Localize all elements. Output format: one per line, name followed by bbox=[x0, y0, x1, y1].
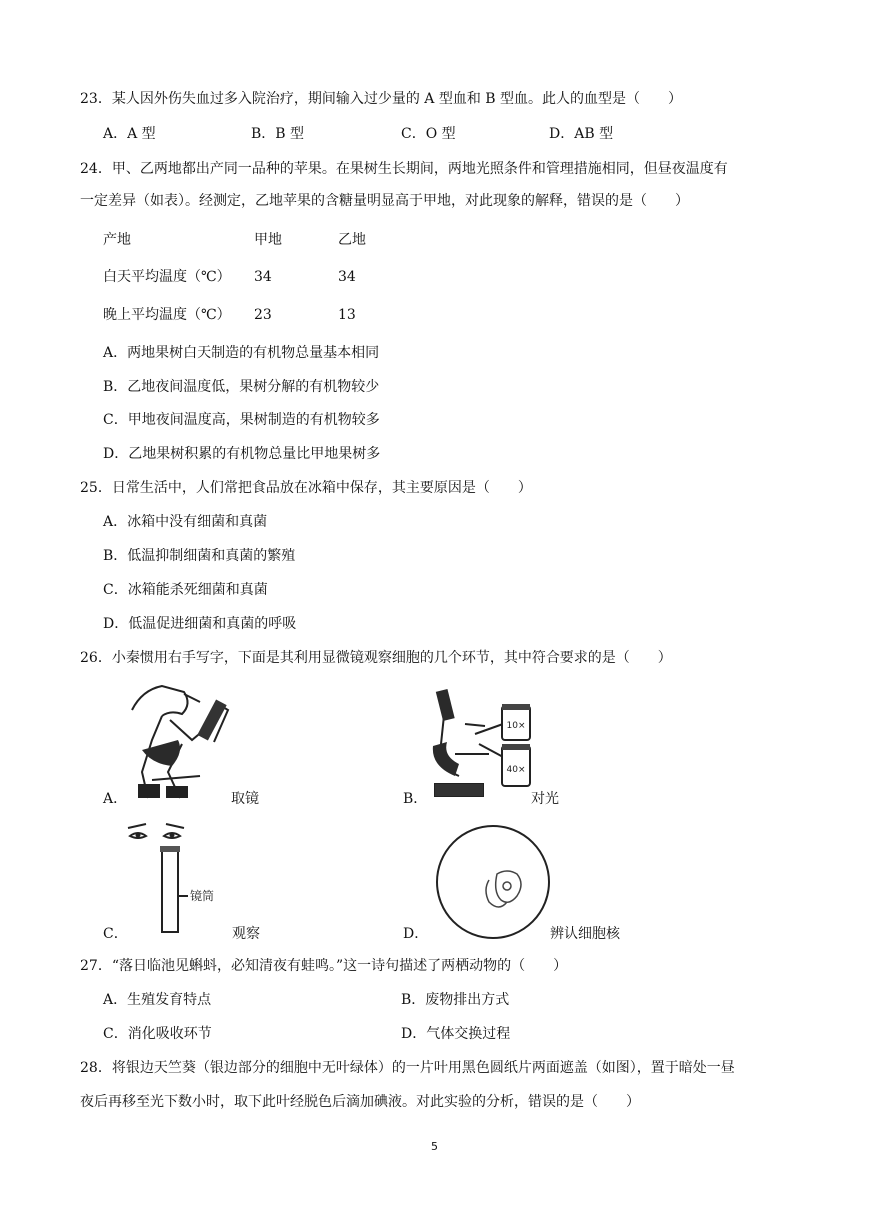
lens-40x-label: 40× bbox=[506, 765, 526, 775]
microscope-objectives-illustration bbox=[425, 684, 537, 804]
table-row-night-jia: 23 bbox=[254, 307, 272, 323]
q26-option-c-caption: 观察 bbox=[232, 926, 260, 942]
q24-option-a: A．两地果树白天制造的有机物总量基本相同 bbox=[103, 345, 380, 361]
q26-option-b-caption: 对光 bbox=[531, 791, 559, 807]
question-25-stem: 25．日常生活中，人们常把食品放在冰箱中保存，其主要原因是（ ） bbox=[80, 480, 532, 496]
table-header-yi: 乙地 bbox=[338, 232, 366, 248]
q26-option-c-letter: C． bbox=[103, 926, 128, 942]
q25-option-a: A．冰箱中没有细菌和真菌 bbox=[103, 514, 268, 530]
table-row-night-label: 晚上平均温度（℃） bbox=[103, 307, 231, 323]
q26-option-d-letter: D． bbox=[403, 926, 429, 942]
question-26-stem: 26．小秦惯用右手写字，下面是其利用显微镜观察细胞的几个环节，其中符合要求的是（ ） bbox=[80, 650, 672, 666]
q23-option-c: C．O 型 bbox=[401, 126, 456, 142]
question-28-stem-line2: 夜后再移至光下数小时，取下此叶经脱色后滴加碘液。对此实验的分析，错误的是（ ） bbox=[80, 1094, 640, 1110]
table-header-origin: 产地 bbox=[103, 232, 131, 248]
q26-option-a-letter: A． bbox=[103, 791, 128, 807]
q25-option-d: D．低温促进细菌和真菌的呼吸 bbox=[103, 616, 297, 632]
q23-option-a: A．A 型 bbox=[103, 126, 156, 142]
page-number: 5 bbox=[431, 1140, 438, 1153]
q27-option-c: C．消化吸收环节 bbox=[103, 1026, 212, 1042]
q23-option-d: D．AB 型 bbox=[549, 126, 614, 142]
table-row-night-yi: 13 bbox=[338, 307, 356, 323]
table-row-day-label: 白天平均温度（℃） bbox=[103, 269, 231, 285]
q24-option-c: C．甲地夜间温度高，果树制造的有机物较多 bbox=[103, 412, 380, 428]
microscope-carry-illustration bbox=[122, 680, 234, 805]
question-27-stem: 27．“落日临池见蝌蚪，必知清夜有蛙鸣。”这一诗句描述了两栖动物的（ ） bbox=[80, 958, 568, 974]
eyes-observing-tube-illustration bbox=[122, 818, 232, 940]
q26-option-d-caption: 辨认细胞核 bbox=[550, 926, 620, 942]
question-23-stem: 23．某人因外伤失血过多入院治疗，期间输入过少量的 A 型血和 B 型血。此人的血型是（ ） bbox=[80, 91, 683, 107]
q24-option-d: D．乙地果树积累的有机物总量比甲地果树多 bbox=[103, 446, 381, 462]
tube-label: 镜筒 bbox=[190, 889, 215, 903]
table-header-jia: 甲地 bbox=[254, 232, 282, 248]
field-of-view-illustration bbox=[433, 822, 553, 942]
table-row-day-yi: 34 bbox=[338, 269, 356, 285]
q25-option-b: B．低温抑制细菌和真菌的繁殖 bbox=[103, 548, 296, 564]
q26-option-a-caption: 取镜 bbox=[231, 791, 259, 807]
q27-option-b: B．废物排出方式 bbox=[401, 992, 510, 1008]
q26-option-b-letter: B． bbox=[403, 791, 428, 807]
table-row-day-jia: 34 bbox=[254, 269, 272, 285]
question-24-stem-line2: 一定差异（如表）。经测定，乙地苹果的含糖量明显高于甲地，对此现象的解释，错误的是（ ） bbox=[80, 193, 689, 209]
q23-option-b: B．B 型 bbox=[251, 126, 305, 142]
question-24-stem-line1: 24．甲、乙两地都出产同一品种的苹果。在果树生长期间，两地光照条件和管理措施相同，但昼夜温度有 bbox=[80, 161, 728, 177]
q27-option-d: D．气体交换过程 bbox=[401, 1026, 511, 1042]
lens-10x-label: 10× bbox=[506, 721, 526, 731]
q25-option-c: C．冰箱能杀死细菌和真菌 bbox=[103, 582, 268, 598]
question-28-stem-line1: 28．将银边天竺葵（银边部分的细胞中无叶绿体）的一片叶用黑色圆纸片两面遮盖（如图），置于暗处一昼 bbox=[80, 1060, 735, 1076]
q27-option-a: A．生殖发育特点 bbox=[103, 992, 212, 1008]
q24-option-b: B．乙地夜间温度低，果树分解的有机物较少 bbox=[103, 379, 380, 395]
